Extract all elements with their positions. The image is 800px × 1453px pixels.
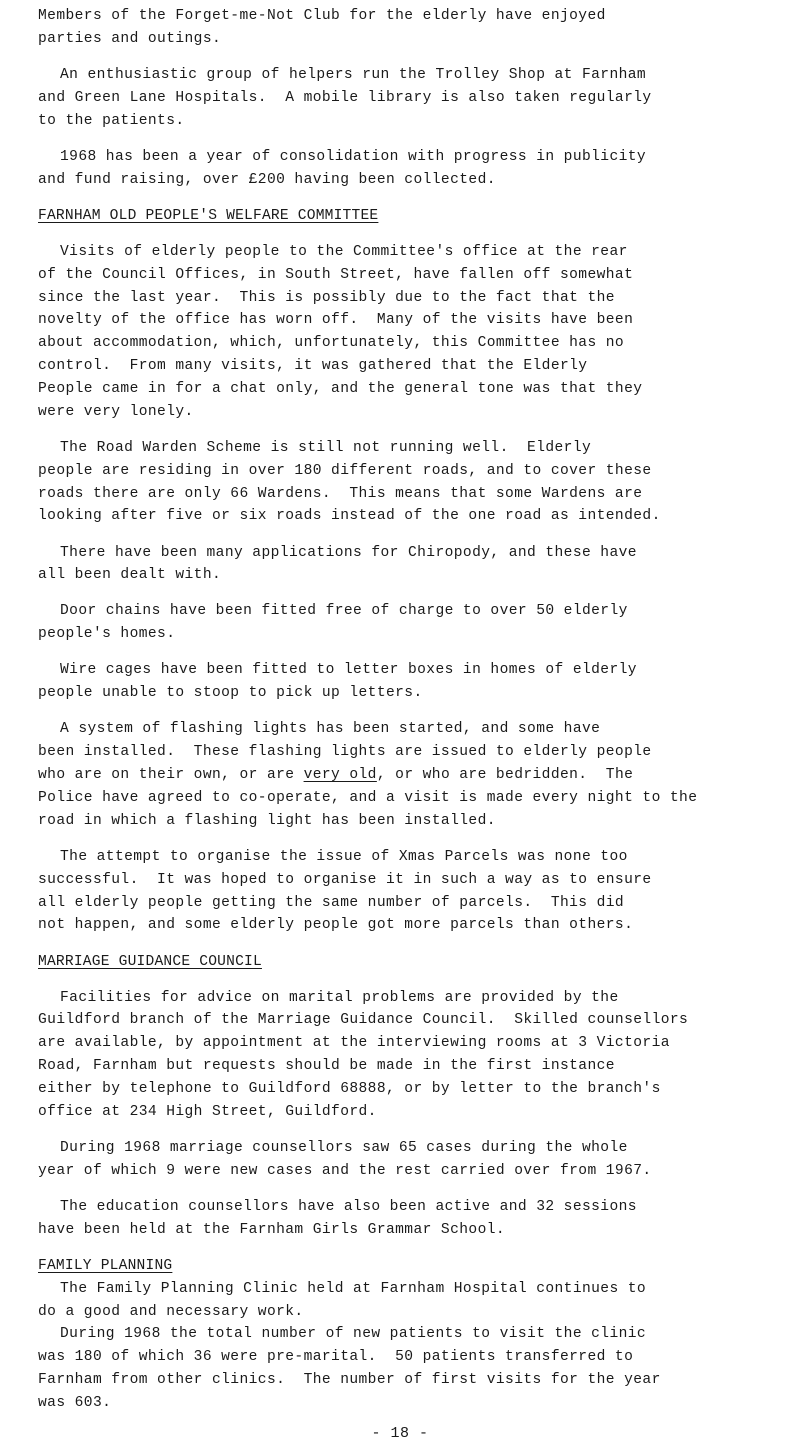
text-line: year of which 9 were new cases and the rest carried over from 1967. (38, 1163, 652, 1179)
text-line: Members of the Forget-me-Not Club for the elderly have enjoyed (38, 8, 606, 24)
text-line: roads there are only 66 Wardens. This means that some Wardens are (38, 486, 643, 502)
page-number: - 18 - (371, 1425, 429, 1442)
text-line: Road, Farnham but requests should be made in the first instance (38, 1058, 615, 1074)
text-line: road in which a flashing light has been installed. (38, 813, 496, 829)
text-line: of the Council Offices, in South Street, have fallen off somewhat (38, 267, 634, 283)
text-line: and fund raising, over £200 having been collected. (38, 172, 496, 188)
text-line: was 180 of which 36 were pre-marital. 50 patients transferred to (38, 1349, 634, 1365)
text-line: since the last year. This is possibly due to the fact that the (38, 290, 615, 306)
text-segment: , or who are bedridden. The (376, 767, 634, 783)
text-line: Farnham from other clinics. The number of first visits for the year (38, 1372, 661, 1388)
underlined-emphasis: very old (303, 767, 377, 783)
text-line: Guildford branch of the Marriage Guidance Council. Skilled counsellors (38, 1012, 689, 1028)
section-heading-welfare-committee: FARNHAM OLD PEOPLE'S WELFARE COMMITTEE (38, 208, 379, 224)
text-line: 1968 has been a year of consolidation with progress in publicity (60, 149, 647, 165)
text-line: are available, by appointment at the interviewing rooms at 3 Victoria (38, 1035, 670, 1051)
text-line: Facilities for advice on marital problems are provided by the (60, 990, 619, 1006)
text-line: people are residing in over 180 different roads, and to cover these (38, 463, 652, 479)
text-line: was 603. (38, 1395, 112, 1411)
text-line: to the patients. (38, 113, 185, 129)
text-line: Wire cages have been fitted to letter boxes in homes of elderly (60, 662, 637, 678)
text-line: successful. It was hoped to organise it in such a way as to ensure (38, 872, 652, 888)
text-line: people's homes. (38, 626, 176, 642)
text-line: control. From many visits, it was gathered that the Elderly (38, 358, 588, 374)
text-line: been installed. These flashing lights are issued to elderly people (38, 744, 652, 760)
section-heading-family-planning: FAMILY PLANNING (38, 1258, 173, 1274)
text-line: During 1968 the total number of new patients to visit the clinic (60, 1326, 647, 1342)
text-line: The Family Planning Clinic held at Farnham Hospital continues to (60, 1281, 647, 1297)
text-line: There have been many applications for Chiropody, and these have (60, 545, 637, 561)
text-line: have been held at the Farnham Girls Grammar School. (38, 1222, 506, 1238)
text-line: The attempt to organise the issue of Xmas Parcels was none too (60, 849, 628, 865)
section-heading-marriage-guidance: MARRIAGE GUIDANCE COUNCIL (38, 954, 262, 970)
text-line: office at 234 High Street, Guildford. (38, 1104, 377, 1120)
text-line (38, 766, 633, 785)
text-line: were very lonely. (38, 404, 194, 420)
text-line: The education counsellors have also been active and 32 sessions (60, 1199, 637, 1215)
text-line: Door chains have been fitted free of charge to over 50 elderly (60, 603, 628, 619)
text-line: Visits of elderly people to the Committee's office at the rear (60, 244, 628, 260)
text-line: people unable to stoop to pick up letters. (38, 685, 423, 701)
text-line: all been dealt with. (38, 567, 222, 583)
text-segment: who are on their own, or are (38, 767, 304, 783)
text-line: An enthusiastic group of helpers run the Trolley Shop at Farnham (60, 67, 647, 83)
text-line: looking after five or six roads instead of the one road as intended. (38, 508, 661, 524)
text-line: People came in for a chat only, and the general tone was that they (38, 381, 643, 397)
text-line: parties and outings. (38, 31, 222, 47)
text-line: not happen, and some elderly people got more parcels than others. (38, 917, 634, 933)
text-line: either by telephone to Guildford 68888, or by letter to the branch's (38, 1081, 661, 1097)
text-line: novelty of the office has worn off. Many of the visits have been (38, 312, 634, 328)
text-line: A system of flashing lights has been started, and some have (60, 721, 601, 737)
text-line: all elderly people getting the same number of parcels. This did (38, 895, 625, 911)
text-line: The Road Warden Scheme is still not running well. Elderly (60, 440, 592, 456)
text-line: about accommodation, which, unfortunately, this Committee has no (38, 335, 625, 351)
text-line: Police have agreed to co-operate, and a visit is made every night to the (38, 790, 698, 806)
text-line: During 1968 marriage counsellors saw 65 cases during the whole (60, 1140, 628, 1156)
text-line: and Green Lane Hospitals. A mobile library is also taken regularly (38, 90, 652, 106)
text-line: do a good and necessary work. (38, 1304, 304, 1320)
